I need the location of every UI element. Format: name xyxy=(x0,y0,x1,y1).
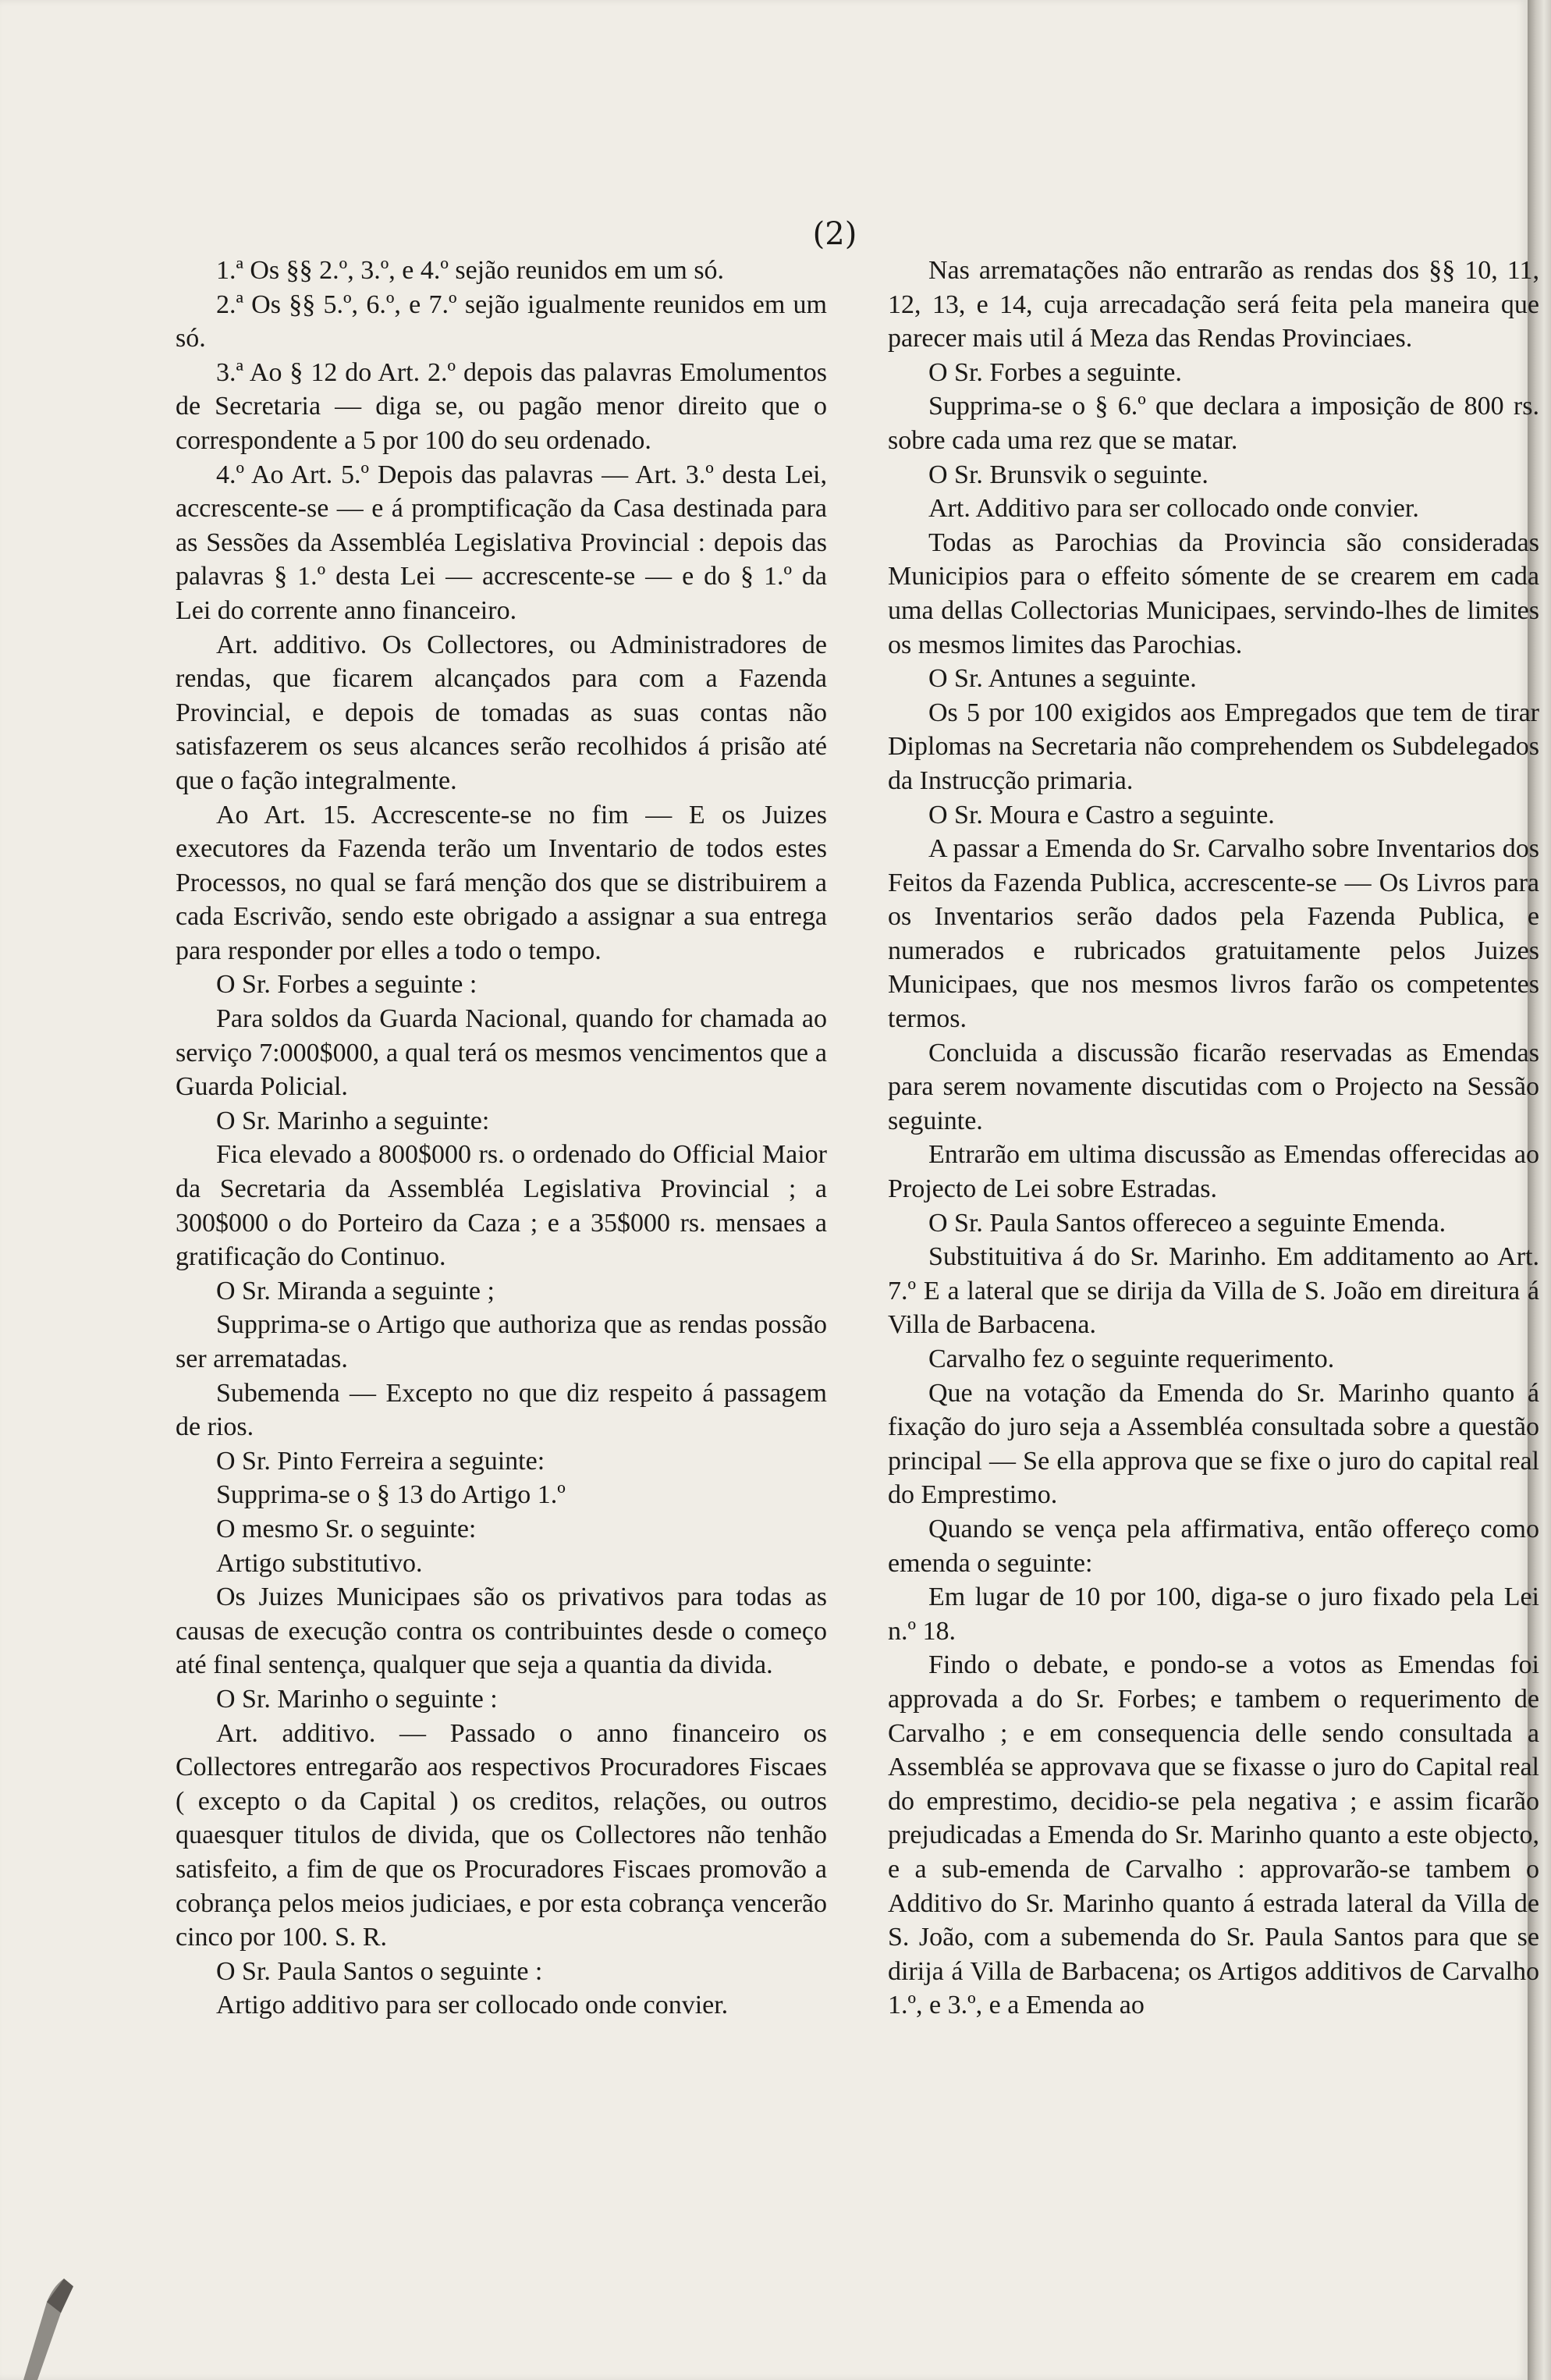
paragraph: O Sr. Antunes a seguinte. xyxy=(928,664,1197,694)
paragraph: Art. additivo. — Passado o anno financeiro os Collectores entregarão aos respectivos Procuradores Fiscaes ( excepto o da Capital ) os creditos, relações, ou outros quaesquer titulos de divida, que os Collectores não tenhão satisfeito, a fim de que os Procuradores Fiscaes promovão a cobrança pelos meios judiciaes, e por esta cobrança vencerão cinco por 100. S. R. xyxy=(176,1718,827,1952)
paragraph: Artigo additivo para ser collocado onde convier. xyxy=(216,1991,729,2020)
left-column xyxy=(176,254,827,2023)
paragraph: 2.ª Os §§ 5.º, 6.º, e 7.º sejão igualmente reunidos em um só. xyxy=(176,290,827,353)
paragraph: A passar a Emenda do Sr. Carvalho sobre Inventarios dos Feitos da Fazenda Publica, accrescente-se — Os Livros para os Inventarios serão dados pela Fazenda Publica, e numerados e rubricados gratuitamente pelos Juizes Municipaes, que nos mesmos livros farão os competentes termos. xyxy=(888,834,1539,1034)
paragraph: Substituitiva á do Sr. Marinho. Em additamento ao Art. 7.º E a lateral que se dirija da Villa de S. João em direitura á Villa de Barbacena. xyxy=(888,1242,1539,1340)
pen-nib-icon xyxy=(16,2255,86,2380)
paragraph: O Sr. Marinho a seguinte: xyxy=(216,1106,490,1135)
paragraph: O Sr. Pinto Ferreira a seguinte: xyxy=(216,1446,545,1476)
paragraph: Para soldos da Guarda Nacional, quando for chamada ao serviço 7:000$000, a qual terá os mesmos vencimentos que a Guarda Policial. xyxy=(176,1004,827,1102)
paragraph: O Sr. Paula Santos offereceo a seguinte Emenda. xyxy=(928,1208,1446,1238)
paragraph: Fica elevado a 800$000 rs. o ordenado do Official Maior da Secretaria da Assembléa Legislativa Provincial ; a 300$000 o do Porteiro da Caza ; e a 35$000 rs. mensaes a gratificação do Continuo. xyxy=(176,1140,827,1272)
paragraph: O Sr. Forbes a seguinte. xyxy=(928,357,1182,387)
paragraph: O Sr. Miranda a seguinte ; xyxy=(216,1276,495,1305)
paragraph: Art. additivo. Os Collectores, ou Administradores de rendas, que ficarem alcançados para com a Fazenda Provincial, e depois de tomadas as suas contas não satisfazerem os seus alcances serão recolhidos á prisão até que o fação integralmente. xyxy=(176,630,827,795)
paragraph: O mesmo Sr. o seguinte: xyxy=(216,1514,477,1543)
paragraph: Carvalho fez o seguinte requerimento. xyxy=(928,1345,1335,1373)
paragraph: Supprima-se o § 13 do Artigo 1.º xyxy=(216,1480,566,1510)
paragraph: Que na votação da Emenda do Sr. Marinho quanto á fixação do juro seja a Assembléa consultada sobre a questão principal — Se ella approva que se fixe o juro do capital real do Emprestimo. xyxy=(888,1378,1539,1510)
paragraph: 1.ª Os §§ 2.º, 3.º, e 4.º sejão reunidos em um só. xyxy=(216,256,725,285)
right-column xyxy=(888,254,1539,2023)
paragraph: 3.ª Ao § 12 do Art. 2.º depois das palavras Emolumentos de Secretaria — diga se, ou pagão menor direito que o correspondente a 5 por 100 do seu ordenado. xyxy=(176,357,827,455)
paragraph: O Sr. Marinho o seguinte : xyxy=(216,1684,498,1714)
paragraph: O Sr. Brunsvik o seguinte. xyxy=(928,460,1209,489)
paragraph: Supprima-se o § 6.º que declara a imposição de 800 rs. sobre cada uma rez que se matar. xyxy=(888,392,1539,455)
paragraph: Entrarão em ultima discussão as Emendas offerecidas ao Projecto de Lei sobre Estradas. xyxy=(888,1140,1539,1204)
page-number: (2) xyxy=(812,216,857,252)
paragraph: Os Juizes Municipaes são os privativos para todas as causas de execução contra os contribuintes desde o começo até final sentença, qualquer que seja a quantia da divida. xyxy=(176,1583,827,1680)
paragraph: Art. Additivo para ser collocado onde convier. xyxy=(928,494,1419,524)
paragraph: Quando se vença pela affirmativa, então offereço como emenda o seguinte: xyxy=(888,1514,1539,1578)
paragraph: Supprima-se o Artigo que authoriza que as rendas possão ser arrematadas. xyxy=(176,1310,827,1373)
paragraph: Findo o debate, e pondo-se a votos as Emendas foi approvada a do Sr. Forbes; e tambem o requerimento de Carvalho ; e em consequencia delle sendo consultada a Assembléa se approvava que se fixasse o juro do Capital real do emprestimo, decidio-se pela negativa ; e assim ficarão prejudicadas a Emenda do Sr. Marinho quanto a este objecto, e a sub-emenda de Carvalho : approvarão-se tambem o Additivo do Sr. Marinho quanto á estrada lateral da Villa de S. João, com a subemenda do Sr. Paula Santos para que se dirija á Villa de Barbacena; os Artigos additivos de Carvalho 1.º, e 3.º, e a Emenda ao xyxy=(888,1650,1539,2020)
paragraph: Em lugar de 10 por 100, diga-se o juro fixado pela Lei n.º 18. xyxy=(888,1583,1539,1646)
paragraph: Artigo substitutivo. xyxy=(216,1548,423,1578)
paragraph: Ao Art. 15. Accrescente-se no fim — E os Juizes executores da Fazenda terão um Inventario de todos estes Processos, no qual se fará menção dos que se distribuirem a cada Escrivão, sendo este obrigado a assignar a sua entrega para responder por elles a todo o tempo. xyxy=(176,800,827,965)
paragraph: O Sr. Moura e Castro a seguinte. xyxy=(928,800,1275,829)
paragraph: O Sr. Forbes a seguinte : xyxy=(216,970,477,1000)
paragraph: Concluida a discussão ficarão reservadas as Emendas para serem novamente discutidas com o Projecto na Sessão seguinte. xyxy=(888,1038,1539,1135)
paragraph: Os 5 por 100 exigidos aos Empregados que tem de tirar Diplomas na Secretaria não comprehendem os Subdelegados da Instrucção primaria. xyxy=(888,698,1539,795)
paragraph: Nas arrematações não entrarão as rendas dos §§ 10, 11, 12, 13, e 14, cuja arrecadação será feita pela maneira que parecer mais util á Meza das Rendas Provinciaes. xyxy=(888,256,1539,353)
paragraph: Subemenda — Excepto no que diz respeito á passagem de rios. xyxy=(176,1378,827,1442)
paragraph: O Sr. Paula Santos o seguinte : xyxy=(216,1956,543,1986)
paragraph: Todas as Parochias da Provincia são consideradas Municipios para o effeito sómente de se crearem em cada uma dellas Collectorias Municipaes, servindo-lhes de limites os mesmos limites das Parochias. xyxy=(888,528,1539,659)
paragraph: 4.º Ao Art. 5.º Depois das palavras — Art. 3.º desta Lei, accrescente-se — e á promptificação da Casa destinada para as Sessões da Assembléa Legislativa Provincial : depois das palavras § 1.º desta Lei — accrescente-se — e do § 1.º da Lei do corrente anno financeiro. xyxy=(176,460,827,625)
